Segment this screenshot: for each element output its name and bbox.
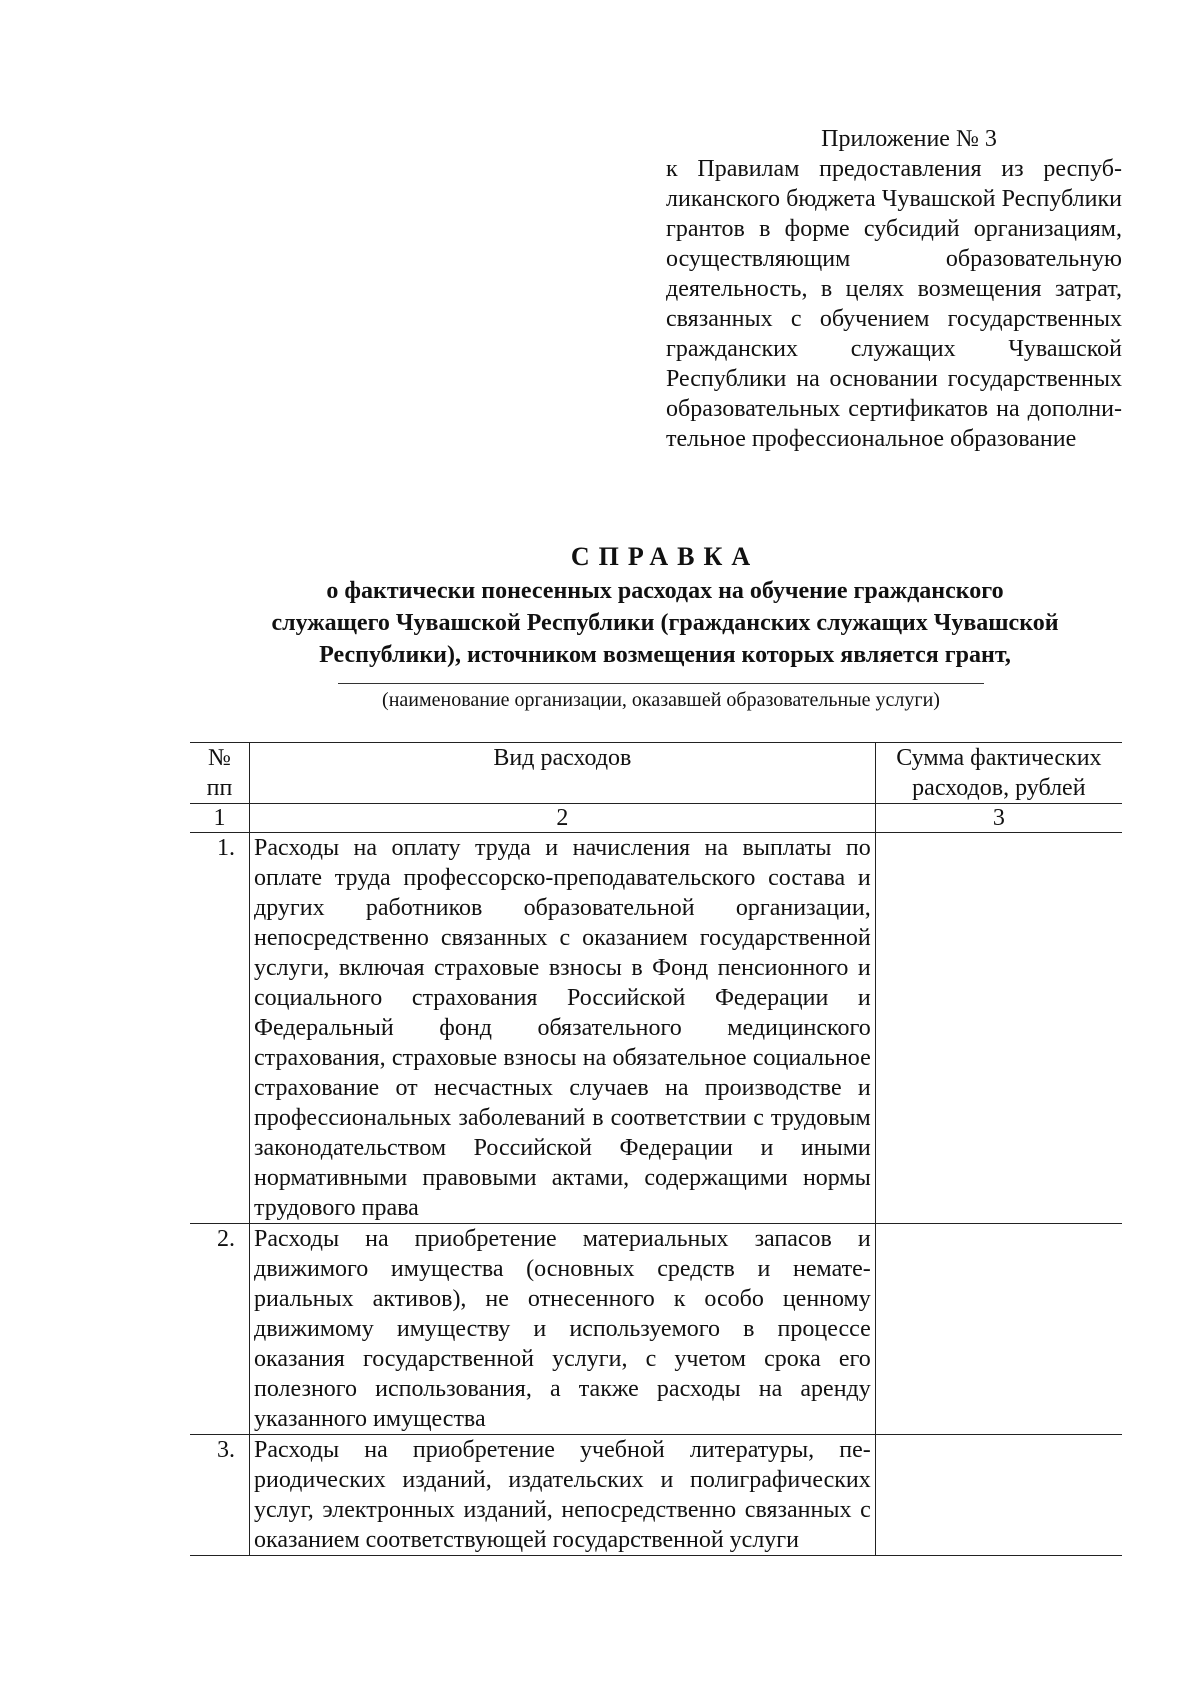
appendix-text: к Правилам предоставления из республиканского бюджета Чувашской Республики грантов в форме субсидий организациям, осуществляющим образовательную деятельность, в целях возмещения затрат, связанных с обучением государственных гражданских служащих Чувашской Республики на основании государственных образовательных сертификатов на дополнительное профессиональное образование	[666, 156, 1122, 452]
header-sum-line-1: Сумма фактических	[896, 745, 1102, 771]
organization-caption: (наименование организации, оказавшей образовательные услуги)	[382, 689, 940, 711]
row-sum	[875, 1224, 1122, 1435]
index-cell: 1	[190, 804, 250, 833]
table-row	[190, 1224, 1122, 1435]
appendix-block	[666, 124, 1122, 454]
title-word: СПРАВКА	[570, 542, 760, 571]
document-title	[200, 540, 1130, 670]
row-sum	[875, 833, 1122, 1224]
table-header-row	[190, 743, 1122, 804]
row-number: 2.	[190, 1224, 250, 1435]
header-num-line-2: пп	[206, 775, 233, 801]
row-number: 3.	[190, 1435, 250, 1556]
table-row	[190, 1435, 1122, 1556]
appendix-number: Приложение № 3	[821, 126, 997, 152]
title-line-2: служащего Чувашской Республики (гражданских служащих Чувашской	[271, 610, 1059, 636]
header-sum-line-2: расходов, рублей	[912, 775, 1086, 801]
row-expense-kind: Расходы на оплату труда и начисления на выплаты по оплате труда профессорско-преподавательского состава и других работников образовательной организации, непосредственно связанных с оказанием государственной услуги, включая страховые взносы в Фонд пенсионного и социального страхования Российской Федерации и Федеральный фонд обязательного медицинского страхования, страховые взносы на обязательное социальное страхование от несчастных случаев на производстве и профессиональных заболеваний в соответствии с трудовым законодательством Российской Федерации и иными нормативными правовыми актами, содержащими нормы трудового права	[250, 833, 876, 1224]
row-number: 1.	[190, 833, 250, 1224]
row-sum	[875, 1435, 1122, 1556]
organization-name-line	[338, 683, 984, 684]
index-cell: 2	[250, 804, 876, 833]
header-kind: Вид расходов	[250, 743, 876, 804]
header-num	[190, 743, 250, 804]
header-sum	[875, 743, 1122, 804]
index-cell: 3	[875, 804, 1122, 833]
row-expense-kind: Расходы на приобретение учебной литературы, периодических изданий, издательских и полиграфических услуг, электронных изданий, непосредственно связанных с оказанием соответствующей государственной услуги	[250, 1435, 876, 1556]
expenses-table	[190, 742, 1122, 1556]
title-line-1: о фактически понесенных расходах на обучение гражданского	[326, 578, 1004, 604]
title-line-3: Республики), источником возмещения которых является грант,	[319, 642, 1011, 668]
table-index-row	[190, 804, 1122, 833]
row-expense-kind: Расходы на приобретение материальных запасов и движимого имущества (основных средств и нематериальных активов), не отнесенного к особо ценному движимому имуществу и используемого в процессе оказания государственной услуги, с учетом срока его полезного использования, а также расходы на аренду указанного имущества	[250, 1224, 876, 1435]
table-row	[190, 833, 1122, 1224]
header-num-line-1: №	[208, 745, 231, 771]
